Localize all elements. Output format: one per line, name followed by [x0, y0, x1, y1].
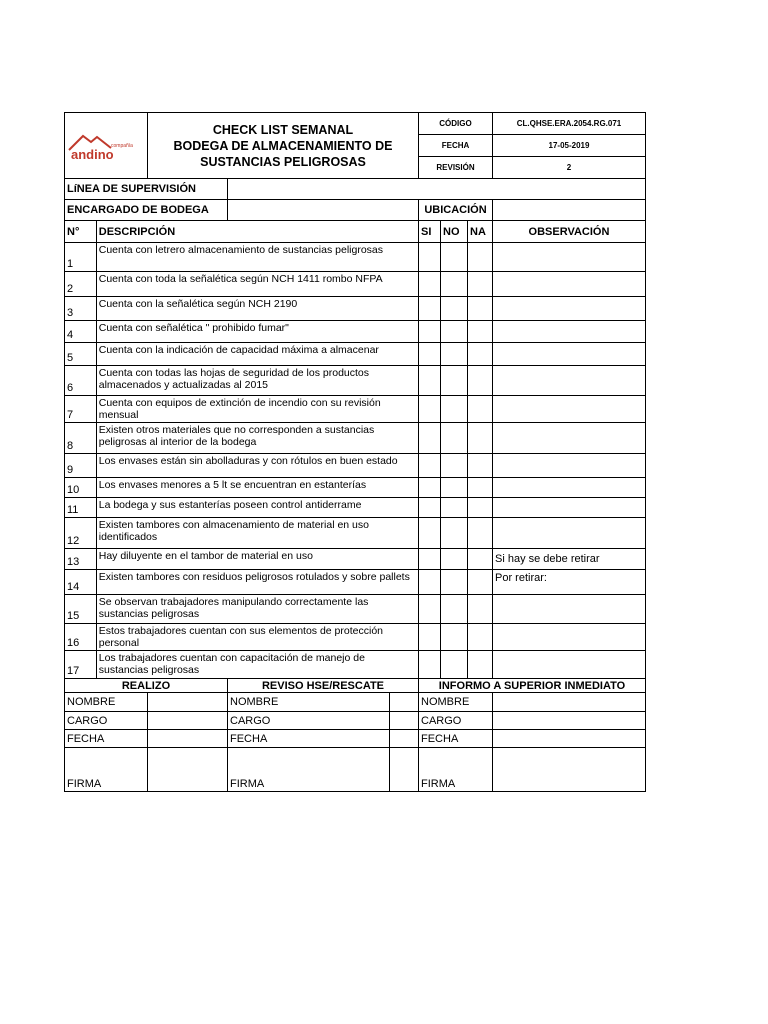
codigo-value: CL.QHSE.ERA.2054.RG.071: [493, 113, 646, 135]
reviso-fecha-field[interactable]: [390, 730, 419, 748]
item-observation[interactable]: Si hay se debe retirar: [493, 549, 646, 570]
item-no-checkbox[interactable]: [441, 396, 468, 423]
item-no-checkbox[interactable]: [441, 624, 468, 651]
item-number: 17: [65, 651, 97, 679]
item-description: Existen tambores con residuos peligrosos rotulados y sobre pallets: [96, 570, 418, 595]
item-description: Cuenta con señalética " prohibido fumar": [96, 321, 418, 343]
item-si-checkbox[interactable]: [419, 343, 441, 366]
item-description: Cuenta con la indicación de capacidad máxima a almacenar: [96, 343, 418, 366]
item-na-checkbox[interactable]: [468, 272, 493, 297]
item-no-checkbox[interactable]: [441, 343, 468, 366]
item-si-checkbox[interactable]: [419, 272, 441, 297]
item-si-checkbox[interactable]: [419, 595, 441, 624]
item-observation[interactable]: [493, 366, 646, 396]
title-line-3: SUSTANCIAS PELIGROSAS: [200, 154, 366, 169]
col-si-header: SI: [419, 221, 441, 243]
checklist-row: [65, 624, 646, 651]
item-description: Cuenta con la señalética según NCH 2190: [96, 297, 418, 321]
signature-row-firma: [65, 748, 646, 792]
andino-logo: [67, 128, 145, 164]
checklist-row: [65, 243, 646, 272]
encargado-bodega-label: ENCARGADO DE BODEGA: [65, 200, 228, 221]
item-description: Cuenta con letrero almacenamiento de sustancias peligrosas: [96, 243, 418, 272]
checklist-row: [65, 651, 646, 679]
item-na-checkbox[interactable]: [468, 595, 493, 624]
item-description: Los envases menores a 5 lt se encuentran en estanterías: [96, 478, 418, 498]
signature-row-nombre: [65, 693, 646, 712]
reviso-firma-label: FIRMA: [228, 748, 390, 792]
informo-fecha-field[interactable]: [493, 730, 646, 748]
informo-nombre-label: NOMBRE: [419, 693, 493, 712]
item-si-checkbox[interactable]: [419, 651, 441, 679]
item-na-checkbox[interactable]: [468, 343, 493, 366]
item-no-checkbox[interactable]: [441, 498, 468, 518]
item-number: 8: [65, 423, 97, 454]
realizo-fecha-label: FECHA: [65, 730, 148, 748]
logo-cell: [65, 113, 148, 179]
item-observation[interactable]: [493, 518, 646, 549]
item-no-checkbox[interactable]: [441, 272, 468, 297]
col-no-header: NO: [441, 221, 468, 243]
informo-cargo-label: CARGO: [419, 712, 493, 730]
item-si-checkbox[interactable]: [419, 478, 441, 498]
col-desc-header: DESCRIPCIÓN: [96, 221, 418, 243]
item-no-checkbox[interactable]: [441, 651, 468, 679]
checklist-sheet: [64, 112, 646, 792]
checklist-row: [65, 297, 646, 321]
realizo-nombre-label: NOMBRE: [65, 693, 148, 712]
item-no-checkbox[interactable]: [441, 297, 468, 321]
item-na-checkbox[interactable]: [468, 321, 493, 343]
item-no-checkbox[interactable]: [441, 321, 468, 343]
item-observation[interactable]: [493, 498, 646, 518]
item-description: Los trabajadores cuentan con capacitación de manejo de sustancias peligrosas: [96, 651, 418, 679]
reviso-nombre-label: NOMBRE: [228, 693, 390, 712]
realizo-fecha-field[interactable]: [148, 730, 228, 748]
item-si-checkbox[interactable]: [419, 454, 441, 478]
item-na-checkbox[interactable]: [468, 651, 493, 679]
realizo-header: REALIZO: [65, 679, 228, 693]
title-line-1: CHECK LIST SEMANAL: [212, 122, 354, 137]
informo-firma-field[interactable]: [493, 748, 646, 792]
item-no-checkbox[interactable]: [441, 595, 468, 624]
item-na-checkbox[interactable]: [468, 518, 493, 549]
item-number: 11: [65, 498, 97, 518]
ubicacion-field[interactable]: [493, 200, 646, 221]
item-si-checkbox[interactable]: [419, 549, 441, 570]
checklist-row: [65, 498, 646, 518]
item-number: 16: [65, 624, 97, 651]
item-number: 2: [65, 272, 97, 297]
item-no-checkbox[interactable]: [441, 518, 468, 549]
item-si-checkbox[interactable]: [419, 624, 441, 651]
informo-fecha-label: FECHA: [419, 730, 493, 748]
checklist-row: [65, 366, 646, 396]
item-no-checkbox[interactable]: [441, 478, 468, 498]
checklist-row: [65, 396, 646, 423]
item-description: Hay diluyente en el tambor de material en uso: [96, 549, 418, 570]
item-description: Cuenta con toda la señalética según NCH 1411 rombo NFPA: [96, 272, 418, 297]
reviso-cargo-label: CARGO: [228, 712, 390, 730]
item-observation[interactable]: [493, 297, 646, 321]
item-na-checkbox[interactable]: [468, 396, 493, 423]
checklist-row: [65, 343, 646, 366]
linea-supervision-field[interactable]: [228, 179, 646, 200]
item-observation[interactable]: [493, 595, 646, 624]
signature-row-fecha: [65, 730, 646, 748]
item-description: Cuenta con equipos de extinción de incendio con su revisión mensual: [96, 396, 418, 423]
item-na-checkbox[interactable]: [468, 366, 493, 396]
signature-row-cargo: [65, 712, 646, 730]
item-na-checkbox[interactable]: [468, 297, 493, 321]
item-observation[interactable]: [493, 478, 646, 498]
item-observation[interactable]: Por retirar:: [493, 570, 646, 595]
realizo-cargo-label: CARGO: [65, 712, 148, 730]
checklist-row: [65, 478, 646, 498]
reviso-header: REVISO HSE/RESCATE: [228, 679, 419, 693]
item-no-checkbox[interactable]: [441, 366, 468, 396]
realizo-firma-label: FIRMA: [65, 748, 148, 792]
fecha-value: 17-05-2019: [493, 135, 646, 157]
item-si-checkbox[interactable]: [419, 570, 441, 595]
item-no-checkbox[interactable]: [441, 454, 468, 478]
item-no-checkbox[interactable]: [441, 570, 468, 595]
checklist-row: [65, 518, 646, 549]
svg-text:andino: andino: [71, 146, 114, 162]
item-na-checkbox[interactable]: [468, 454, 493, 478]
item-si-checkbox[interactable]: [419, 297, 441, 321]
item-si-checkbox[interactable]: [419, 321, 441, 343]
col-na-header: NA: [468, 221, 493, 243]
svg-text:compañía: compañía: [111, 142, 133, 149]
item-na-checkbox[interactable]: [468, 498, 493, 518]
codigo-label: CÓDIGO: [419, 113, 493, 135]
item-number: 13: [65, 549, 97, 570]
item-na-checkbox[interactable]: [468, 478, 493, 498]
item-observation[interactable]: [493, 321, 646, 343]
item-description: Existen tambores con almacenamiento de material en uso identificados: [96, 518, 418, 549]
reviso-nombre-field[interactable]: [390, 693, 419, 712]
item-no-checkbox[interactable]: [441, 549, 468, 570]
col-num-header: N°: [65, 221, 97, 243]
checklist-row: [65, 454, 646, 478]
item-number: 6: [65, 366, 97, 396]
item-description: Se observan trabajadores manipulando correctamente las sustancias peligrosas: [96, 595, 418, 624]
informo-firma-label: FIRMA: [419, 748, 493, 792]
revision-label: REVISIÓN: [419, 157, 493, 179]
item-observation[interactable]: [493, 272, 646, 297]
item-observation[interactable]: [493, 651, 646, 679]
item-observation[interactable]: [493, 423, 646, 454]
item-description: Cuenta con todas las hojas de seguridad de los productos almacenados y actualizadas al 2015: [96, 366, 418, 396]
item-na-checkbox[interactable]: [468, 243, 493, 272]
revision-value: 2: [493, 157, 646, 179]
item-na-checkbox[interactable]: [468, 570, 493, 595]
signature-header-row: [65, 679, 646, 693]
item-na-checkbox[interactable]: [468, 549, 493, 570]
realizo-firma-field[interactable]: [148, 748, 228, 792]
ubicacion-label: UBICACIÓN: [419, 200, 493, 221]
item-si-checkbox[interactable]: [419, 243, 441, 272]
item-si-checkbox[interactable]: [419, 423, 441, 454]
checklist-row: [65, 570, 646, 595]
reviso-cargo-field[interactable]: [390, 712, 419, 730]
item-no-checkbox[interactable]: [441, 243, 468, 272]
item-na-checkbox[interactable]: [468, 423, 493, 454]
item-observation[interactable]: [493, 343, 646, 366]
reviso-firma-field[interactable]: [390, 748, 419, 792]
fecha-label: FECHA: [419, 135, 493, 157]
checklist-row: [65, 549, 646, 570]
checklist-table: [64, 112, 646, 792]
linea-supervision-label: LíNEA DE SUPERVISIÓN: [65, 179, 228, 200]
item-description: Estos trabajadores cuentan con sus elementos de protección personal: [96, 624, 418, 651]
document-title: [148, 113, 419, 179]
item-number: 7: [65, 396, 97, 423]
realizo-cargo-field[interactable]: [148, 712, 228, 730]
reviso-fecha-label: FECHA: [228, 730, 390, 748]
item-observation[interactable]: [493, 243, 646, 272]
col-obs-header: OBSERVACIÓN: [493, 221, 646, 243]
item-number: 12: [65, 518, 97, 549]
informo-header: INFORMO A SUPERIOR INMEDIATO: [419, 679, 646, 693]
item-description: La bodega y sus estanterías poseen control antiderrame: [96, 498, 418, 518]
item-description: Los envases están sin abolladuras y con rótulos en buen estado: [96, 454, 418, 478]
checklist-row: [65, 321, 646, 343]
item-si-checkbox[interactable]: [419, 518, 441, 549]
checklist-row: [65, 423, 646, 454]
encargado-bodega-field[interactable]: [228, 200, 419, 221]
checklist-row: [65, 272, 646, 297]
item-number: 1: [65, 243, 97, 272]
informo-cargo-field[interactable]: [493, 712, 646, 730]
item-number: 5: [65, 343, 97, 366]
item-description: Existen otros materiales que no corresponden a sustancias peligrosas al interior de la bodega: [96, 423, 418, 454]
item-observation[interactable]: [493, 454, 646, 478]
title-line-2: BODEGA DE ALMACENAMIENTO DE: [173, 138, 393, 153]
item-observation[interactable]: [493, 624, 646, 651]
item-si-checkbox[interactable]: [419, 366, 441, 396]
item-na-checkbox[interactable]: [468, 624, 493, 651]
item-number: 9: [65, 454, 97, 478]
item-si-checkbox[interactable]: [419, 498, 441, 518]
item-no-checkbox[interactable]: [441, 423, 468, 454]
column-header-row: [65, 221, 646, 243]
checklist-row: [65, 595, 646, 624]
item-number: 15: [65, 595, 97, 624]
item-number: 4: [65, 321, 97, 343]
informo-nombre-field[interactable]: [493, 693, 646, 712]
realizo-nombre-field[interactable]: [148, 693, 228, 712]
item-observation[interactable]: [493, 396, 646, 423]
item-number: 10: [65, 478, 97, 498]
item-number: 14: [65, 570, 97, 595]
item-number: 3: [65, 297, 97, 321]
item-si-checkbox[interactable]: [419, 396, 441, 423]
